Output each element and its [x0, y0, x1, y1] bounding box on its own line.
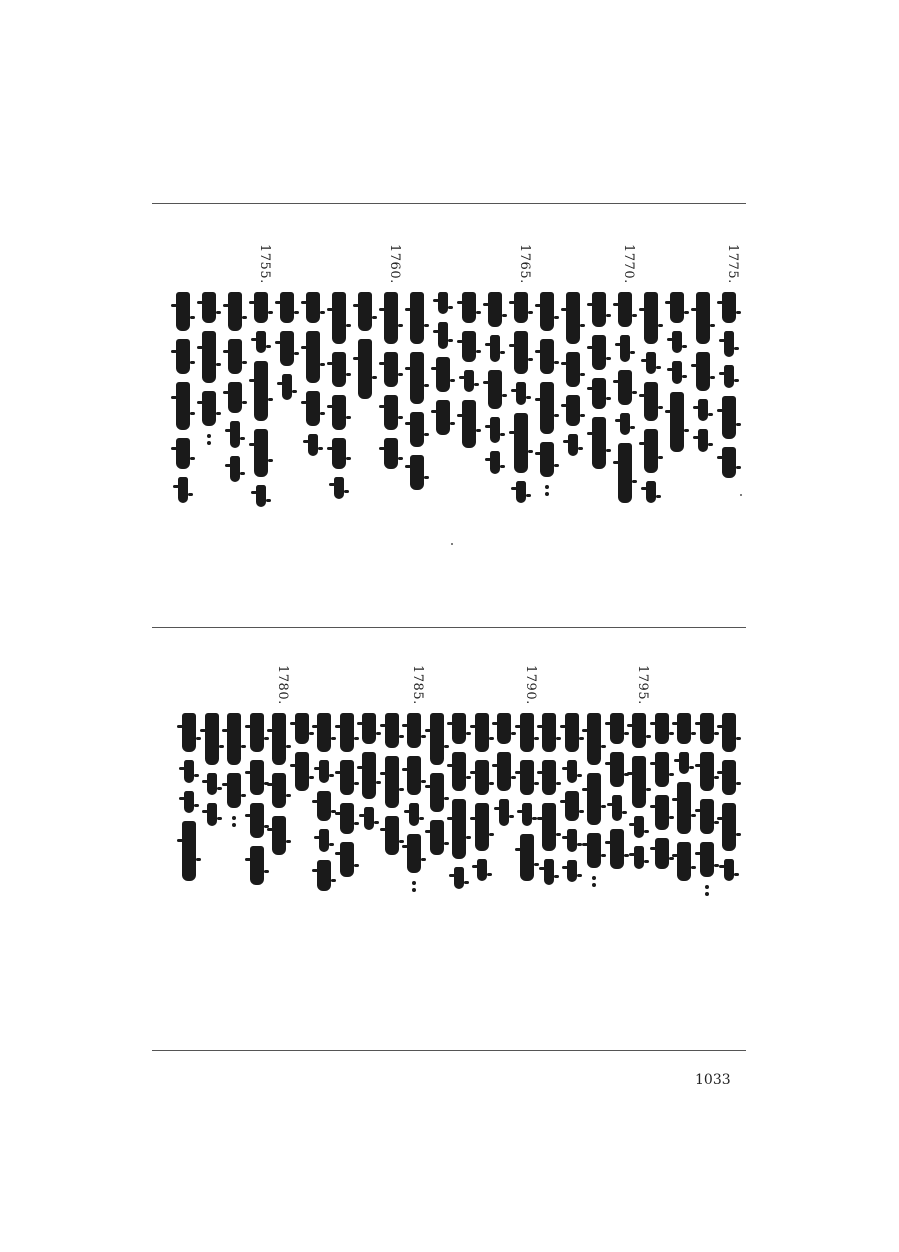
mongolian-word: [362, 713, 376, 744]
text-column: [403, 713, 425, 898]
mongolian-word: [632, 713, 646, 748]
mongolian-word: [477, 859, 487, 881]
mongolian-word: [384, 395, 398, 430]
mongolian-word: [587, 773, 601, 825]
line-number: 1785.: [410, 665, 425, 705]
mongolian-word: [592, 417, 606, 469]
mongolian-word: [618, 443, 632, 503]
mongolian-word: [250, 846, 264, 885]
script-line: [223, 713, 245, 833]
mongolian-word: [182, 821, 196, 881]
mongolian-word: [587, 833, 601, 868]
mongolian-word: [410, 292, 424, 344]
line-number: 1765.: [517, 244, 532, 284]
text-column: [562, 292, 584, 464]
mongolian-word: [700, 752, 714, 791]
mongolian-word: [430, 820, 444, 855]
mongolian-word: [670, 292, 684, 323]
mongolian-word: [677, 842, 691, 881]
mongolian-word: [618, 370, 632, 405]
mongolian-word: [178, 477, 188, 504]
mongolian-word: [592, 335, 606, 370]
mongolian-word: [670, 392, 684, 452]
mongolian-word: [228, 292, 242, 331]
script-line: [432, 292, 454, 443]
line-number: 1775.: [725, 244, 740, 284]
mongolian-word: [634, 846, 644, 868]
text-column: [471, 713, 493, 889]
punctuation-mark: [230, 816, 238, 827]
mongolian-word: [567, 829, 577, 851]
mongolian-word: [340, 842, 354, 877]
mongolian-word: [295, 713, 309, 744]
script-line: [198, 292, 220, 451]
punctuation-mark: [543, 485, 551, 496]
mongolian-word: [475, 713, 489, 752]
mongolian-word: [722, 396, 736, 439]
mongolian-word: [176, 339, 190, 374]
mongolian-word: [490, 451, 500, 473]
mongolian-word: [542, 760, 556, 795]
text-column: [606, 713, 628, 877]
middle-rule: [152, 627, 746, 628]
mongolian-word: [520, 760, 534, 795]
script-line: [380, 292, 402, 477]
mongolian-word: [698, 429, 708, 451]
print-speck: [451, 543, 453, 545]
punctuation-mark: [703, 885, 711, 896]
mongolian-word: [385, 756, 399, 808]
mongolian-word: [696, 292, 710, 344]
mongolian-word: [202, 391, 216, 426]
mongolian-word: [722, 447, 736, 478]
mongolian-word: [438, 322, 448, 349]
script-line: [561, 713, 583, 890]
mongolian-word: [319, 829, 329, 851]
top-rule: [152, 203, 746, 204]
mongolian-word: [410, 455, 424, 490]
mongolian-word: [655, 795, 669, 830]
text-column: [484, 292, 506, 482]
mongolian-word: [497, 713, 511, 744]
mongolian-word: [655, 752, 669, 787]
mongolian-word: [430, 713, 444, 765]
mongolian-word: [438, 292, 448, 314]
mongolian-word: [696, 352, 710, 391]
mongolian-word: [319, 760, 329, 782]
script-line: [358, 713, 380, 838]
script-line: [666, 292, 688, 460]
mongolian-word: [436, 357, 450, 392]
text-column: [178, 713, 200, 889]
script-line: [588, 292, 610, 477]
script-line: [224, 292, 246, 490]
mongolian-word: [722, 292, 736, 323]
text-column: [640, 292, 662, 511]
text-column: [696, 713, 718, 902]
script-line: [302, 292, 324, 464]
text-column: [536, 292, 558, 502]
mongolian-word: [384, 352, 398, 387]
mongolian-word: [567, 860, 577, 882]
text-column: [673, 713, 695, 889]
script-line: [313, 713, 335, 899]
mongolian-word: [490, 417, 500, 444]
mongolian-word: [410, 412, 424, 447]
mongolian-word: [407, 713, 421, 748]
script-line: [276, 292, 298, 408]
script-line: [250, 292, 272, 515]
mongolian-word: [254, 361, 268, 421]
mongolian-word: [295, 752, 309, 791]
mongolian-word: [646, 352, 656, 374]
mongolian-word: [362, 752, 376, 800]
script-line: [291, 713, 313, 799]
mongolian-word: [430, 773, 444, 812]
mongolian-word: [184, 760, 194, 782]
mongolian-word: [228, 382, 242, 413]
mongolian-word: [698, 399, 708, 421]
punctuation-mark: [410, 881, 418, 892]
mongolian-word: [272, 816, 286, 855]
text-column: [538, 713, 560, 893]
mongolian-word: [677, 782, 691, 834]
script-line: [458, 292, 480, 456]
mongolian-word: [565, 713, 579, 752]
mongolian-word: [620, 413, 630, 435]
mongolian-word: [620, 335, 630, 362]
script-line: [328, 292, 350, 507]
text-column: [614, 292, 636, 511]
mongolian-word: [205, 713, 219, 765]
text-column: [328, 292, 350, 507]
mongolian-word: [566, 395, 580, 426]
script-line: [354, 292, 376, 407]
mongolian-word: [332, 352, 346, 387]
mongolian-word: [250, 803, 264, 838]
mongolian-word: [520, 834, 534, 882]
text-column: [336, 713, 358, 885]
mongolian-word: [655, 838, 669, 869]
text-column: [198, 292, 220, 451]
mongolian-word: [230, 421, 240, 448]
text-column: [666, 292, 688, 460]
script-line: [718, 292, 740, 486]
mongolian-word: [462, 400, 476, 448]
line-number: 1790.: [522, 665, 538, 705]
script-line: [493, 713, 515, 834]
text-column: [426, 713, 448, 863]
mongolian-word: [256, 485, 266, 507]
mongolian-word: [644, 429, 658, 472]
text-column: [358, 713, 380, 838]
script-line: [178, 713, 200, 889]
script-line: [471, 713, 493, 889]
mongolian-word: [568, 434, 578, 456]
mongolian-word: [202, 331, 216, 383]
text-column: [588, 292, 610, 477]
mongolian-word: [176, 438, 190, 469]
mongolian-word: [306, 391, 320, 426]
text-column: [493, 713, 515, 834]
mongolian-word: [250, 760, 264, 795]
mongolian-word: [317, 713, 331, 752]
script-line: [516, 713, 538, 889]
mongolian-word: [384, 292, 398, 344]
script-line: [201, 713, 223, 834]
mongolian-word: [488, 370, 502, 409]
mongolian-word: [358, 339, 372, 399]
script-line: [268, 713, 290, 863]
mongolian-word: [516, 481, 526, 503]
punctuation-mark: [590, 876, 598, 887]
mongolian-word: [464, 370, 474, 392]
mongolian-word: [272, 773, 286, 808]
mongolian-word: [228, 339, 242, 374]
punctuation-mark: [205, 434, 213, 445]
mongolian-word: [282, 374, 292, 401]
mongolian-word: [587, 713, 601, 765]
mongolian-word: [700, 713, 714, 744]
mongolian-word: [306, 331, 320, 383]
mongolian-word: [340, 760, 354, 795]
mongolian-word: [410, 352, 424, 404]
mongolian-word: [230, 456, 240, 483]
text-column: [651, 713, 673, 877]
mongolian-word: [722, 803, 736, 851]
text-column: [268, 713, 290, 863]
text-column: [246, 713, 268, 893]
mongolian-word: [254, 429, 268, 477]
script-line: [426, 713, 448, 863]
mongolian-word: [516, 382, 526, 404]
mongolian-word: [272, 713, 286, 765]
text-column: [223, 713, 245, 833]
line-number: 1755.: [257, 244, 272, 284]
mongolian-word: [655, 713, 669, 744]
script-line: [628, 713, 650, 877]
mongolian-word: [679, 752, 689, 774]
mongolian-word: [542, 803, 556, 851]
mongolian-word: [522, 803, 532, 825]
mongolian-word: [182, 713, 196, 752]
mongolian-word: [332, 438, 346, 469]
text-column: [458, 292, 480, 456]
text-column: [313, 713, 335, 899]
mongolian-word: [724, 331, 734, 358]
mongolian-word: [672, 331, 682, 353]
mongolian-word: [646, 481, 656, 503]
mongolian-word: [700, 842, 714, 877]
text-column: [583, 713, 605, 893]
script-line: [538, 713, 560, 893]
script-line: [172, 292, 194, 511]
mongolian-word: [632, 756, 646, 808]
mongolian-word: [462, 331, 476, 362]
mongolian-word: [250, 713, 264, 752]
print-speck: [740, 494, 742, 496]
script-line: [673, 713, 695, 889]
mongolian-word: [618, 292, 632, 327]
script-line: [336, 713, 358, 885]
page-number: 1033: [695, 1072, 731, 1088]
script-line: [246, 713, 268, 893]
script-line: [403, 713, 425, 898]
mongolian-word: [592, 292, 606, 327]
line-number: 1795.: [635, 665, 650, 705]
bottom-rule: [152, 1050, 746, 1051]
mongolian-word: [306, 292, 320, 323]
mongolian-word: [520, 713, 534, 752]
mongolian-word: [202, 292, 216, 323]
text-column: [224, 292, 246, 490]
script-line: [406, 292, 428, 498]
text-column: [516, 713, 538, 889]
mongolian-word: [497, 752, 511, 791]
mongolian-word: [462, 292, 476, 323]
line-number: 1780.: [275, 665, 290, 705]
mongolian-word: [544, 859, 554, 886]
mongolian-word: [332, 395, 346, 430]
mongolian-word: [540, 382, 554, 434]
mongolian-word: [592, 378, 606, 409]
mongolian-word: [499, 799, 509, 826]
script-line: [640, 292, 662, 511]
mongolian-word: [644, 382, 658, 421]
mongolian-word: [358, 292, 372, 331]
mongolian-word: [634, 816, 644, 838]
text-column: [718, 292, 740, 486]
text-column: [432, 292, 454, 443]
text-column: [380, 292, 402, 477]
script-line: [562, 292, 584, 464]
mongolian-word: [475, 803, 489, 851]
mongolian-word: [540, 339, 554, 374]
mongolian-word: [280, 331, 294, 366]
mongolian-word: [514, 292, 528, 323]
mongolian-word: [176, 382, 190, 430]
text-column: [448, 713, 470, 897]
mongolian-word: [308, 434, 318, 456]
mongolian-word: [340, 803, 354, 834]
script-line: [381, 713, 403, 863]
text-column: [381, 713, 403, 863]
text-column: [406, 292, 428, 498]
script-line: [692, 292, 714, 460]
mongolian-word: [227, 773, 241, 808]
mongolian-word: [452, 799, 466, 859]
mongolian-word: [610, 713, 624, 744]
mongolian-word: [340, 713, 354, 752]
script-line: [448, 713, 470, 897]
text-column: [561, 713, 583, 890]
mongolian-word: [540, 292, 554, 331]
script-line: [614, 292, 636, 511]
mongolian-word: [452, 752, 466, 791]
mongolian-word: [227, 713, 241, 765]
mongolian-word: [514, 331, 528, 374]
script-line: [583, 713, 605, 893]
mongolian-word: [566, 292, 580, 344]
text-column: [302, 292, 324, 464]
text-column: [201, 713, 223, 834]
mongolian-word: [332, 292, 346, 344]
mongolian-word: [490, 335, 500, 362]
text-column: [628, 713, 650, 877]
mongolian-word: [207, 773, 217, 795]
mongolian-word: [280, 292, 294, 323]
mongolian-word: [317, 791, 331, 822]
mongolian-word: [364, 807, 374, 829]
script-line: [696, 713, 718, 902]
mongolian-word: [317, 860, 331, 891]
mongolian-word: [644, 292, 658, 344]
mongolian-word: [700, 799, 714, 834]
mongolian-word: [514, 413, 528, 473]
mongolian-word: [407, 834, 421, 873]
mongolian-word: [722, 760, 736, 795]
script-line: [718, 713, 740, 889]
mongolian-word: [207, 803, 217, 825]
text-column: [172, 292, 194, 511]
script-line: [484, 292, 506, 482]
text-column: [354, 292, 376, 407]
mongolian-word: [454, 867, 464, 889]
mongolian-word: [254, 292, 268, 323]
mongolian-word: [334, 477, 344, 499]
mongolian-word: [677, 713, 691, 744]
mongolian-word: [612, 795, 622, 822]
script-line: [536, 292, 558, 502]
line-number: 1770.: [621, 244, 636, 284]
mongolian-word: [566, 352, 580, 387]
script-line: [510, 292, 532, 511]
mongolian-word: [567, 760, 577, 782]
mongolian-word: [475, 760, 489, 795]
mongolian-word: [452, 713, 466, 744]
text-column: [718, 713, 740, 889]
mongolian-word: [610, 829, 624, 868]
script-line: [606, 713, 628, 877]
mongolian-word: [565, 791, 579, 822]
mongolian-word: [610, 752, 624, 787]
mongolian-word: [672, 361, 682, 383]
text-column: [510, 292, 532, 511]
mongolian-word: [542, 713, 556, 752]
mongolian-word: [488, 292, 502, 327]
mongolian-word: [176, 292, 190, 331]
line-number: 1760.: [387, 244, 402, 284]
mongolian-word: [540, 442, 554, 477]
script-line: [651, 713, 673, 877]
mongolian-word: [724, 365, 734, 387]
mongolian-word: [436, 400, 450, 435]
text-column: [250, 292, 272, 515]
mongolian-word: [385, 713, 399, 748]
mongolian-word: [184, 791, 194, 813]
mongolian-word: [722, 713, 736, 752]
mongolian-word: [409, 803, 419, 825]
text-column: [692, 292, 714, 460]
text-column: [291, 713, 313, 799]
mongolian-word: [407, 756, 421, 795]
mongolian-word: [384, 438, 398, 469]
mongolian-word: [385, 816, 399, 855]
mongolian-word: [256, 331, 266, 353]
text-column: [276, 292, 298, 408]
mongolian-word: [724, 859, 734, 881]
